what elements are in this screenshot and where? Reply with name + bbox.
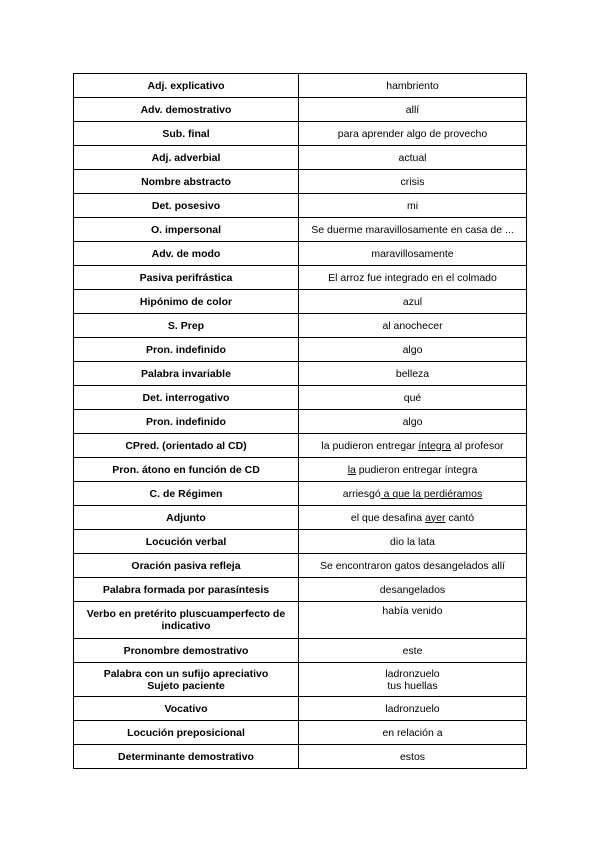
example-cell — [299, 663, 527, 697]
underlined-phrase: a que la perdiéramos — [380, 487, 483, 500]
table-row — [74, 721, 527, 745]
example-cell: dio la lata — [299, 530, 527, 554]
example-text: el que desafina — [350, 511, 426, 524]
table-row — [74, 410, 527, 434]
table-row — [74, 482, 527, 506]
table-row — [74, 639, 527, 663]
term-cell: Adjunto — [74, 506, 299, 530]
example-cell: azul — [299, 290, 527, 314]
example-cell — [299, 458, 527, 482]
underlined-word: la — [347, 463, 356, 476]
term-cell: Locución preposicional — [74, 721, 299, 745]
term-cell: CPred. (orientado al CD) — [74, 434, 299, 458]
term-cell: Oración pasiva refleja — [74, 554, 299, 578]
term-cell: Determinante demostrativo — [74, 745, 299, 769]
term-cell: Hipónimo de color — [74, 290, 299, 314]
example-cell: estos — [299, 745, 527, 769]
term-line: Palabra con un sufijo apreciativo — [103, 667, 269, 680]
underlined-word: íntegra — [418, 439, 452, 452]
term-cell: Pronombre demostrativo — [74, 639, 299, 663]
term-cell: Adv. de modo — [74, 242, 299, 266]
term-cell: Det. posesivo — [74, 194, 299, 218]
example-cell: Se duerme maravillosamente en casa de ... — [299, 218, 527, 242]
table-row — [74, 74, 527, 98]
example-text: arriesgó — [342, 487, 381, 500]
table-row — [74, 98, 527, 122]
example-cell: en relación a — [299, 721, 527, 745]
example-cell: allí — [299, 98, 527, 122]
term-cell: Adj. explicativo — [74, 74, 299, 98]
example-cell: al anochecer — [299, 314, 527, 338]
table-row — [74, 266, 527, 290]
glossary-table — [73, 73, 527, 769]
table-row — [74, 122, 527, 146]
example-cell — [299, 482, 527, 506]
table-row — [74, 194, 527, 218]
table-row — [74, 146, 527, 170]
underlined-word: ayer — [425, 511, 446, 524]
table-row — [74, 458, 527, 482]
term-cell: Pasiva perifrástica — [74, 266, 299, 290]
example-text: la pudieron entregar — [321, 439, 419, 452]
table-row — [74, 663, 527, 697]
term-cell: Pron. indefinido — [74, 410, 299, 434]
term-line: Sujeto paciente — [147, 679, 225, 692]
example-line: ladronzuelo — [385, 667, 440, 680]
table-row — [74, 386, 527, 410]
example-cell — [299, 434, 527, 458]
table-row — [74, 578, 527, 602]
table-row — [74, 434, 527, 458]
example-cell: actual — [299, 146, 527, 170]
example-line: tus huellas — [387, 679, 438, 692]
term-cell: S. Prep — [74, 314, 299, 338]
example-cell: ladronzuelo — [299, 697, 527, 721]
term-cell: C. de Régimen — [74, 482, 299, 506]
table-row — [74, 602, 527, 639]
example-cell: belleza — [299, 362, 527, 386]
term-cell: Verbo en pretérito pluscuamperfecto de indicativo — [74, 602, 299, 639]
example-text: pudieron entregar íntegra — [355, 463, 478, 476]
table-row — [74, 338, 527, 362]
example-cell: para aprender algo de provecho — [299, 122, 527, 146]
example-cell: este — [299, 639, 527, 663]
term-cell: Palabra formada por parasíntesis — [74, 578, 299, 602]
term-cell: Palabra invariable — [74, 362, 299, 386]
table-row — [74, 218, 527, 242]
table-row — [74, 554, 527, 578]
example-cell: crisis — [299, 170, 527, 194]
term-cell: Adv. demostrativo — [74, 98, 299, 122]
example-text: al profesor — [451, 439, 504, 452]
term-cell: Locución verbal — [74, 530, 299, 554]
term-cell — [74, 663, 299, 697]
table-row — [74, 506, 527, 530]
term-cell: Det. interrogativo — [74, 386, 299, 410]
table-row — [74, 697, 527, 721]
term-cell: Pron. indefinido — [74, 338, 299, 362]
example-cell: mi — [299, 194, 527, 218]
example-cell: Se encontraron gatos desangelados allí — [299, 554, 527, 578]
example-cell: algo — [299, 338, 527, 362]
example-cell: algo — [299, 410, 527, 434]
term-cell: Nombre abstracto — [74, 170, 299, 194]
table-row — [74, 745, 527, 769]
term-cell: Adj. adverbial — [74, 146, 299, 170]
example-cell: desangelados — [299, 578, 527, 602]
term-cell: O. impersonal — [74, 218, 299, 242]
example-cell: hambriento — [299, 74, 527, 98]
table-row — [74, 530, 527, 554]
table-row — [74, 362, 527, 386]
example-cell: maravillosamente — [299, 242, 527, 266]
term-cell: Pron. átono en función de CD — [74, 458, 299, 482]
example-cell: qué — [299, 386, 527, 410]
example-cell: había venido — [299, 602, 527, 639]
table-row — [74, 242, 527, 266]
example-cell: El arroz fue integrado en el colmado — [299, 266, 527, 290]
table-row — [74, 290, 527, 314]
term-cell: Vocativo — [74, 697, 299, 721]
table-row — [74, 170, 527, 194]
example-text: cantó — [445, 511, 475, 524]
term-cell: Sub. final — [74, 122, 299, 146]
example-cell — [299, 506, 527, 530]
table-row — [74, 314, 527, 338]
